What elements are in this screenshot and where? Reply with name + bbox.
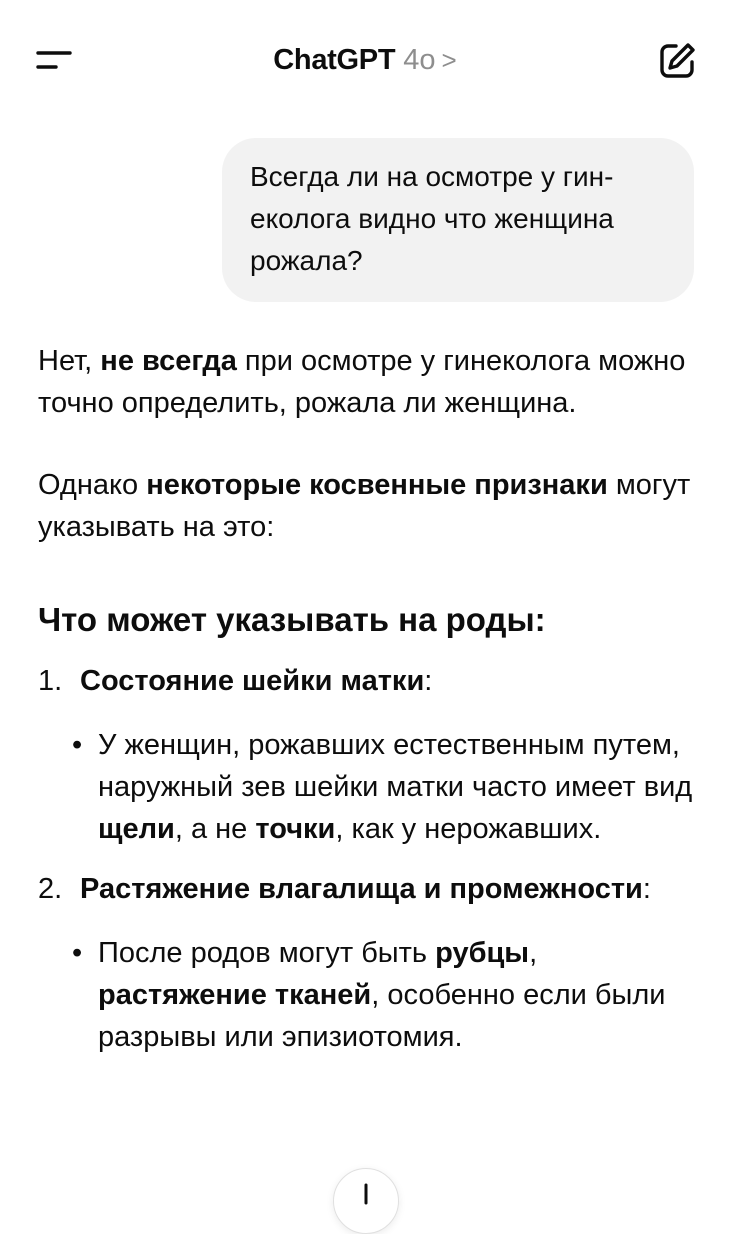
text-span: После родов могут быть (98, 937, 436, 969)
assistant-message (38, 340, 698, 1076)
text-span: Однако (38, 469, 147, 501)
list-number: 1. (38, 665, 63, 697)
bold-span: растяжение тканей (98, 979, 372, 1011)
list-item-title: Состояние шейки матки (80, 665, 425, 697)
bullet-item (38, 724, 698, 850)
bold-span: рубцы (435, 937, 530, 969)
bullet-item (38, 932, 698, 1058)
text-span: : (642, 873, 651, 905)
text-span: Нет, (38, 345, 101, 377)
text-span: могут указывать на это: (38, 469, 691, 543)
text-span: , особенно если были разрывы или эпизиотомия. (98, 979, 666, 1053)
list-item (38, 660, 698, 702)
app-title: ChatGPT (273, 44, 396, 76)
scroll-down-button[interactable] (333, 1168, 399, 1234)
bold-span: щели (98, 813, 175, 845)
text-span: , как у нерожавших. (335, 813, 602, 845)
arrow-down-icon (354, 1183, 378, 1207)
answer-heading: Что может указывать на роды: (38, 601, 546, 638)
list-number: 2. (38, 873, 63, 905)
model-label: 4o (403, 44, 436, 76)
bold-span: не всегда (100, 345, 237, 377)
text-span: У женщин, рожавших естественным путем, наружный зев шейки матки часто имеет вид (98, 729, 693, 803)
chevron-right-icon: > (441, 45, 457, 75)
model-selector[interactable] (0, 40, 730, 80)
answer-paragraph-1 (38, 340, 698, 424)
top-bar (0, 0, 730, 120)
new-chat-icon (656, 40, 698, 82)
list-item-title: Растяжение влагалища и промежности (80, 873, 643, 905)
user-message-bubble: Всегда ли на осмотре у гин-еколога видно что женщина рожала? (222, 138, 694, 302)
text-span: , (529, 937, 538, 969)
text-span: : (424, 665, 433, 697)
text-span: , а не (174, 813, 256, 845)
bullet-dot: • (72, 729, 83, 761)
bold-span: точки (255, 813, 336, 845)
new-chat-button[interactable] (656, 40, 698, 82)
list-item (38, 868, 698, 910)
bullet-dot: • (72, 937, 83, 969)
answer-paragraph-2 (38, 464, 698, 548)
bold-span: некоторые косвенные признаки (146, 469, 608, 501)
text-span: при осмотре у гинеколога можно точно определить, рожала ли женщина. (38, 345, 686, 419)
